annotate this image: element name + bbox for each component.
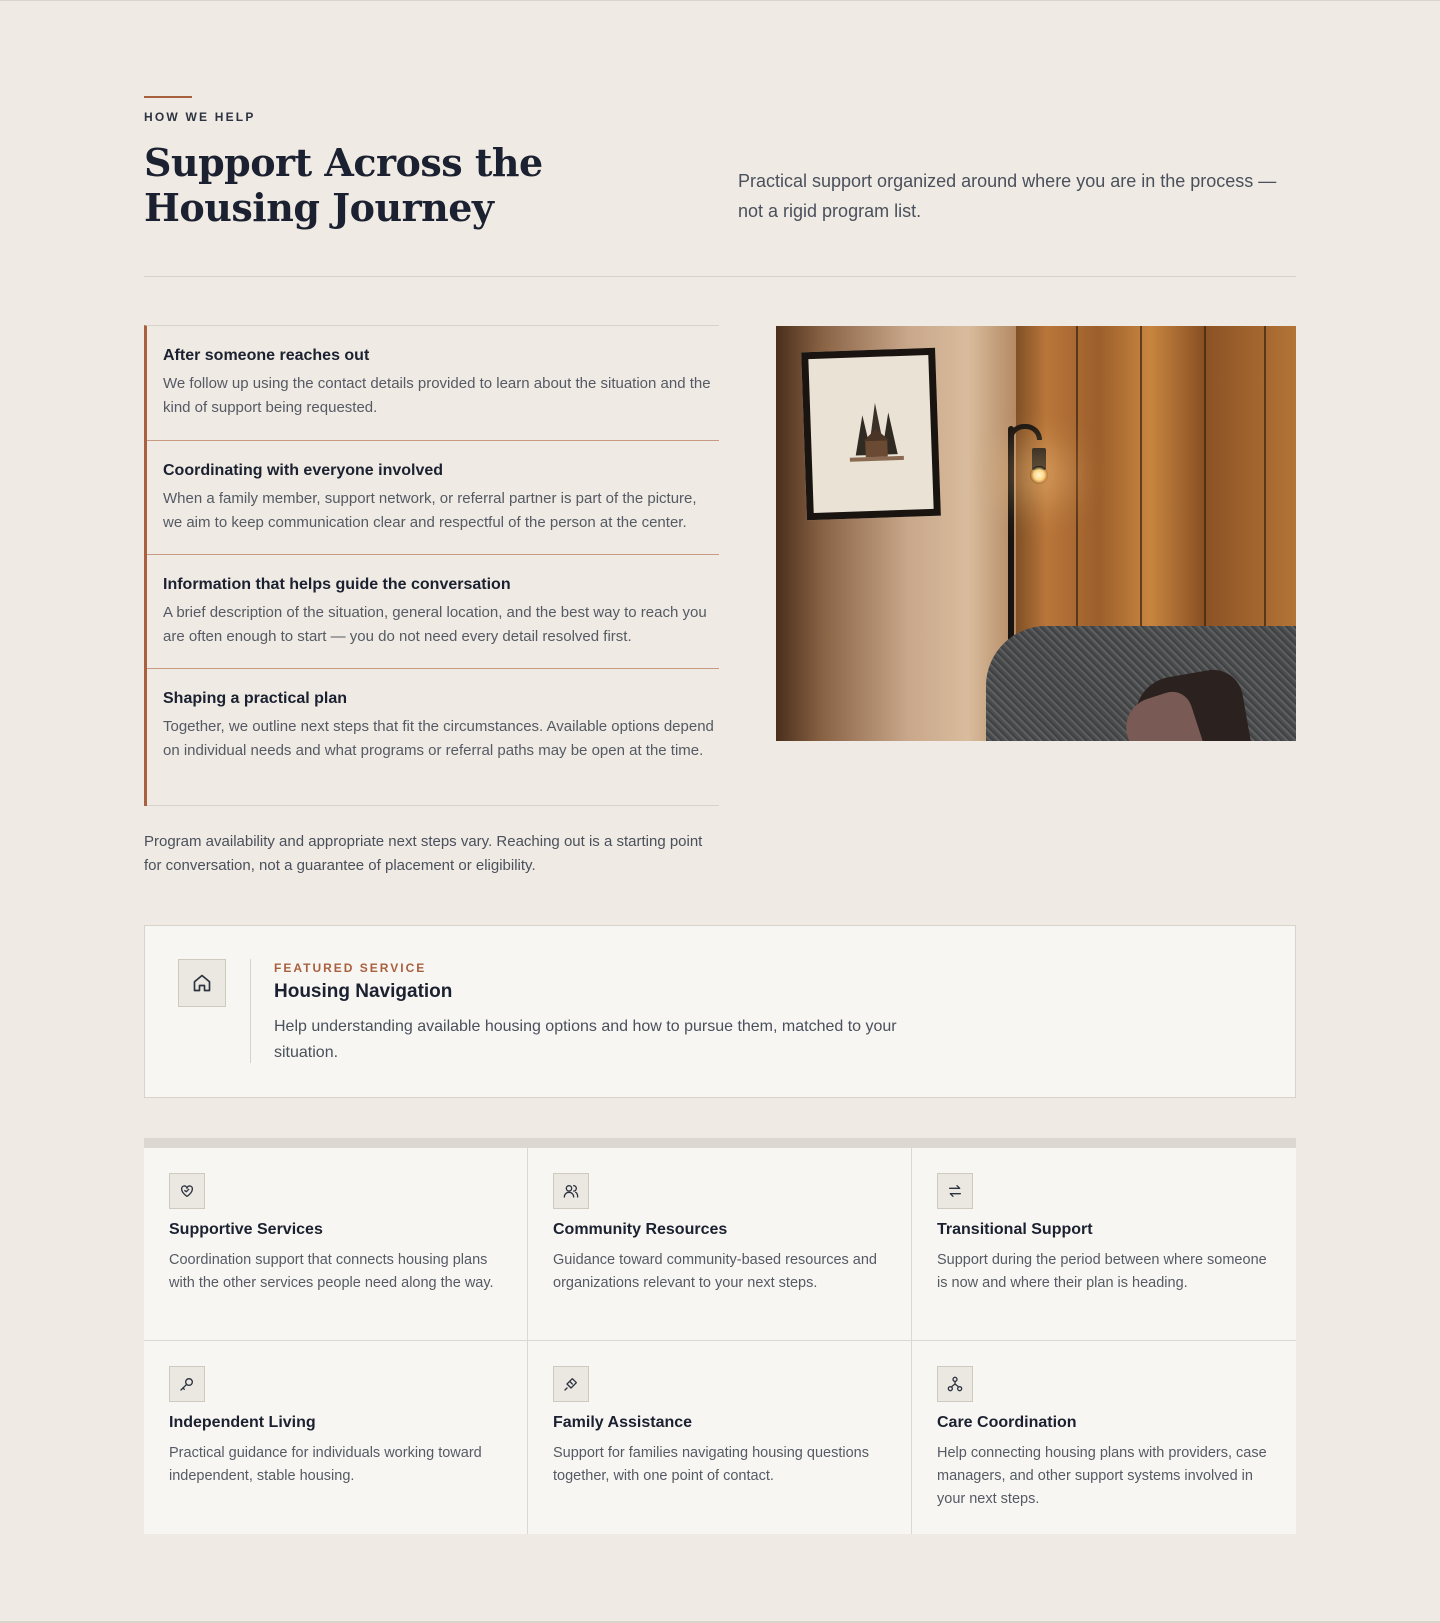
service-text: Coordination support that connects housing plans with the other services people need along the way. (169, 1252, 494, 1291)
service-card (912, 1148, 1296, 1341)
home-icon (178, 959, 226, 1007)
featured-description: Help understanding available housing options and how to pursue them, matched to your situation. (274, 1018, 897, 1061)
service-title: Transitional Support (937, 1221, 1093, 1238)
featured-service-card (144, 925, 1296, 1098)
key-icon (169, 1366, 205, 1402)
step-title: Coordinating with everyone involved (163, 462, 444, 479)
services-grid-top-bar (144, 1138, 1296, 1148)
hand-heart-icon (553, 1366, 589, 1402)
eyebrow-accent-rule (144, 96, 192, 98)
services-grid (144, 1148, 1296, 1534)
service-text: Support for families navigating housing questions together, with one point of contact. (553, 1445, 869, 1484)
availability-disclaimer: Program availability and appropriate next steps vary. Reaching out is a starting point for conversation, not a guarantee of placement or eligibility. (144, 833, 703, 874)
step-text: We follow up using the contact details provided to learn about the situation and the kind of support being requested. (163, 375, 711, 416)
section-intro: Practical support organized around where you are in the process — not a rigid program list. (738, 171, 1277, 221)
users-icon (553, 1173, 589, 1209)
process-step (147, 669, 719, 806)
service-text: Practical guidance for individuals working toward independent, stable housing. (169, 1445, 482, 1484)
featured-eyebrow: FEATURED SERVICE (274, 961, 427, 975)
featured-title: Housing Navigation (274, 981, 453, 1002)
step-title: Information that helps guide the conversation (163, 576, 511, 593)
step-text: A brief description of the situation, general location, and the best way to reach you are often enough to start — you do not need every detail resolved first. (163, 604, 707, 645)
process-steps-list (144, 325, 719, 806)
service-card (528, 1341, 912, 1534)
service-card (912, 1341, 1296, 1534)
service-text: Guidance toward community-based resources and organizations relevant to your next steps. (553, 1252, 877, 1291)
service-card (144, 1341, 528, 1534)
section-title: Support Across the Housing Journey (144, 140, 543, 230)
service-title: Community Resources (553, 1221, 728, 1238)
process-step (147, 555, 719, 669)
service-card (528, 1148, 912, 1341)
process-step (147, 441, 719, 555)
header-divider (144, 276, 1296, 277)
service-text: Support during the period between where someone is now and where their plan is heading. (937, 1252, 1267, 1291)
service-title: Supportive Services (169, 1221, 323, 1238)
step-title: After someone reaches out (163, 347, 370, 364)
top-border (0, 0, 1440, 1)
step-text: When a family member, support network, or referral partner is part of the picture, we aim to keep communication clear and respectful of the person at the center. (163, 490, 697, 531)
section-eyebrow: HOW WE HELP (144, 110, 256, 124)
framed-picture (801, 348, 941, 521)
step-text: Together, we outline next steps that fit the circumstances. Available options depend on individual needs and what programs or referral paths may be open at the time. (163, 718, 714, 759)
network-icon (937, 1366, 973, 1402)
service-text: Help connecting housing plans with providers, case managers, and other support systems involved in your next steps. (937, 1445, 1267, 1507)
service-card (144, 1148, 528, 1341)
heart-handshake-icon (169, 1173, 205, 1209)
lamp-bulb (1030, 466, 1048, 484)
service-title: Independent Living (169, 1414, 316, 1431)
service-title: Care Coordination (937, 1414, 1077, 1431)
interior-photo (776, 326, 1296, 741)
process-step (147, 326, 719, 441)
service-title: Family Assistance (553, 1414, 693, 1431)
step-title: Shaping a practical plan (163, 690, 348, 707)
arrows-exchange-icon (937, 1173, 973, 1209)
